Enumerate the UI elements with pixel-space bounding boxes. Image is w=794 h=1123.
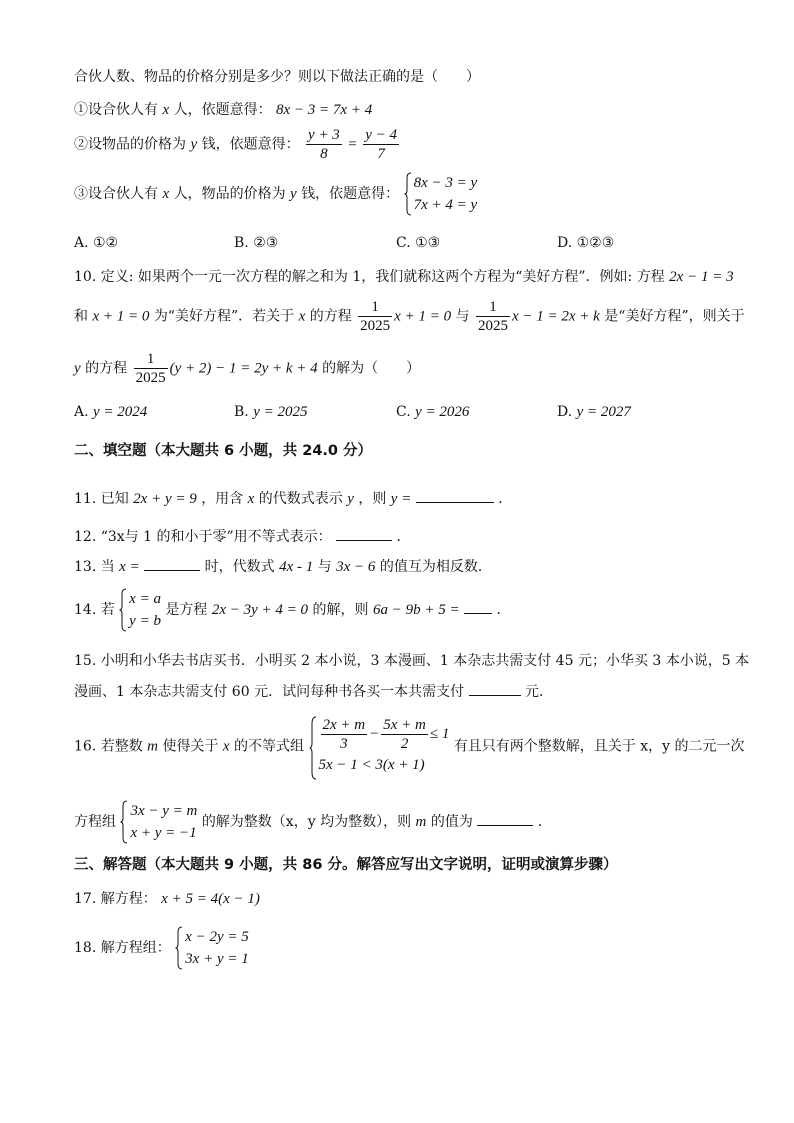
q16-var-m-2: m	[415, 814, 427, 830]
q16-text-d: 有且只有两个整数解，且关于 x，y 的二元一次	[453, 738, 745, 755]
q10-text-a: 和	[74, 308, 88, 325]
q15-line-2	[74, 681, 553, 701]
inequality-fraction-1	[321, 716, 368, 753]
q10-text-b: 为“美好方程”．若关于	[153, 308, 295, 325]
q12	[74, 526, 411, 546]
q10-fraction-2	[476, 298, 510, 335]
q9-option-1-mid: 人，依题意得：	[173, 102, 272, 118]
q11-var-x: x	[247, 491, 255, 507]
q14-text-b: 是方程	[165, 602, 208, 618]
q14-system	[119, 588, 161, 632]
q9-choice-a: A. ①②	[74, 235, 119, 251]
fraction-numerator: 1	[476, 298, 510, 317]
q9-option-2-var: y	[190, 136, 198, 153]
fraction-denominator: 2025	[360, 318, 391, 334]
q9-option-2	[74, 126, 401, 163]
q16-text-e: 方程组	[74, 814, 116, 830]
q10-text-d: 与	[455, 308, 470, 325]
q9-stem: 合伙人数、物品的价格分别是多少？则以下做法正确的是（ ）	[74, 69, 480, 85]
answer-blank	[416, 488, 494, 503]
q10-example-equation: 2x − 1 = 3	[669, 269, 734, 285]
q10-choice-c	[396, 404, 469, 421]
system-line-1: 8x − 3 = y	[413, 175, 478, 191]
q9-option-3-mid-2: 钱，依题意得：	[301, 186, 400, 202]
q16-equation-system	[120, 800, 197, 844]
q10-text-c: 的方程	[309, 308, 352, 325]
inequality-line-2: 5x − 1 < 3(x + 1)	[318, 757, 425, 773]
q10-equation-1: x + 1 = 0	[92, 308, 150, 325]
q10-line-3	[74, 350, 420, 387]
q11-end: ．	[498, 491, 513, 507]
q15-text-a: 漫画、1 本杂志共需支付 60 元．试问每种书各买一本共需支付	[74, 684, 465, 700]
q16-line-1	[74, 716, 745, 777]
q10-equation-4-tail: (y + 2) − 1 = 2y + k + 4	[169, 360, 318, 377]
system-line-2: y = b	[129, 613, 161, 629]
fraction-numerator: 2x + m	[322, 717, 366, 733]
answer-blank	[469, 681, 521, 696]
q9-option-2-mid: 钱，依题意得：	[201, 136, 300, 153]
fraction-numerator: 1	[134, 350, 168, 369]
q9-option-3	[74, 172, 477, 216]
q16-end: ．	[537, 814, 552, 830]
q10-equation-3-tail: x − 1 = 2x + k	[511, 308, 600, 325]
fraction-numerator: 1	[358, 298, 392, 317]
q9-option-2-right-fraction	[363, 126, 399, 163]
system-line-2: x + y = −1	[130, 825, 197, 841]
q16-text-c: 的不等式组	[234, 738, 305, 755]
choice-value: y = 2026	[415, 404, 470, 420]
le-one: ≤ 1	[429, 725, 450, 742]
q9-option-2-left-fraction	[306, 126, 342, 163]
choice-letter: C.	[396, 404, 411, 420]
q9-choice-c: C. ①③	[396, 235, 441, 251]
q10-choice-d	[557, 404, 631, 421]
q17-equation: x + 5 = 4(x − 1)	[161, 891, 260, 907]
q11-equation: 2x + y = 9	[133, 491, 197, 507]
q9-option-2-prefix: ②设物品的价格为	[74, 136, 186, 153]
choice-letter: B.	[234, 404, 249, 420]
q13-text-d: 的值互为相反数．	[379, 559, 492, 575]
q16-text-f: 的解为整数（x，y 均为整数），则	[201, 814, 412, 830]
left-brace-icon	[120, 800, 128, 844]
q15-text-b: 元．	[524, 684, 553, 700]
q9-option-1-prefix: ①设合伙人有	[74, 102, 158, 118]
q17	[74, 888, 260, 908]
answer-blank	[336, 526, 392, 541]
q16-var-m: m	[147, 738, 159, 755]
q10-line-2	[74, 298, 745, 335]
equals-sign: =	[348, 136, 357, 153]
left-brace-icon	[119, 588, 127, 632]
q10-fraction-3	[134, 350, 168, 387]
section-3-heading: 三、解答题（本大题共 9 小题，共 86 分。解答应写出文字说明，证明或演算步骤）	[74, 857, 618, 873]
left-brace-icon	[404, 172, 412, 216]
fraction-denominator: 8	[320, 146, 328, 162]
q16-text-g: 的值为	[430, 814, 473, 830]
q16-var-x: x	[222, 738, 230, 755]
q10-choice-a	[74, 404, 147, 421]
choice-letter: A.	[74, 404, 89, 420]
q13	[74, 556, 492, 576]
q9-choice-d: D. ①②③	[557, 235, 615, 251]
fraction-numerator: y + 3	[308, 127, 340, 143]
q13-text-a: 13. 当	[74, 559, 115, 575]
q17-text: 17. 解方程：	[74, 891, 157, 907]
choice-value: y = 2024	[93, 404, 148, 420]
system-line-2: 7x + 4 = y	[413, 197, 478, 213]
fraction-denominator: 2025	[135, 370, 166, 386]
q14-expression: 6a − 9b + 5 =	[372, 602, 460, 618]
q13-var-x: x =	[119, 559, 140, 575]
q14-end: ．	[496, 602, 511, 618]
q14-equation: 2x − 3y + 4 = 0	[211, 602, 309, 618]
fraction-numerator: y − 4	[365, 127, 397, 143]
q13-text-b: 时，代数式	[204, 559, 275, 575]
q11-text-b: ，用含	[201, 491, 244, 507]
left-brace-icon	[175, 926, 183, 970]
fraction-denominator: 3	[340, 736, 348, 752]
inequality-line-1	[319, 716, 450, 753]
q9-choice-b: B. ②③	[234, 235, 279, 251]
fraction-numerator: 5x + m	[383, 717, 426, 733]
section-2-heading: 二、填空题（本大题共 6 小题，共 24.0 分）	[74, 443, 373, 459]
q9-option-3-var-y: y	[290, 186, 297, 202]
inequality-fraction-2	[381, 716, 428, 753]
q11-text-c: 的代数式表示	[258, 491, 343, 507]
q9-option-3-mid-1: 人，物品的价格为	[173, 186, 286, 202]
q10-fraction-1	[358, 298, 392, 335]
answer-blank	[477, 811, 533, 826]
q9-option-3-system	[404, 172, 478, 216]
q14-text-c: 的解，则	[312, 602, 369, 618]
q13-expression-1: 4x - 1	[279, 559, 314, 575]
q18-system	[175, 926, 249, 970]
choice-value: y = 2025	[253, 404, 308, 420]
q10-var-x: x	[298, 308, 306, 325]
q18	[74, 926, 249, 970]
q12-end: ．	[396, 529, 411, 545]
q10-line-1	[74, 266, 734, 286]
q13-expression-2: 3x − 6	[336, 559, 376, 575]
q10-text-g: 的解为（ ）	[322, 360, 421, 377]
fraction-denominator: 7	[377, 146, 385, 162]
answer-blank	[464, 599, 492, 614]
q11-var-y-eq: y =	[390, 491, 412, 507]
q13-text-c: 与	[317, 559, 332, 575]
left-brace-icon	[309, 716, 317, 780]
q18-text: 18. 解方程组：	[74, 940, 171, 956]
q9-option-1	[74, 99, 372, 119]
q12-text: 12. “3x与 1 的和小于零”用不等式表示：	[74, 529, 332, 545]
choice-value: y = 2027	[576, 404, 631, 420]
q16-text-b: 使得关于	[162, 738, 219, 755]
q10-var-y: y	[74, 360, 81, 377]
q15-line-1: 15. 小明和小华去书店买书．小明买 2 本小说，3 本漫画、1 本杂志共需支付 45 元；小华买 3 本小说，5 本	[74, 653, 750, 669]
q11-var-y: y	[347, 491, 354, 507]
q10-equation-2-tail: x + 1 = 0	[394, 308, 452, 325]
fraction-denominator: 2025	[477, 318, 508, 334]
q10-choice-b	[234, 404, 307, 421]
q9-option-3-var-x: x	[162, 186, 170, 202]
q10-text-f: 的方程	[85, 360, 128, 377]
q14-text-a: 14. 若	[74, 602, 115, 618]
q9-option-1-equation: 8x − 3 = 7x + 4	[276, 102, 373, 118]
q11-text-d: ，则	[358, 491, 387, 507]
q9-option-1-var: x	[162, 102, 170, 118]
q16-line-2	[74, 800, 552, 844]
system-line-1: x = a	[129, 591, 161, 607]
system-line-1: x − 2y = 5	[185, 929, 249, 945]
q16-inequality-system	[309, 716, 450, 777]
system-line-1: 3x − y = m	[130, 803, 198, 819]
q10-line-1-text: 10. 定义: 如果两个一元一次方程的解之和为 1，我们就称这两个方程为“美好方程”．例如: 方程	[74, 269, 665, 285]
q14	[74, 588, 510, 632]
answer-blank	[144, 556, 200, 571]
system-line-2: 3x + y = 1	[185, 951, 249, 967]
q9-option-3-prefix: ③设合伙人有	[74, 186, 158, 202]
q11-text-a: 11. 已知	[74, 491, 129, 507]
q10-text-e: 是“美好方程”，则关于	[604, 308, 745, 325]
fraction-denominator: 2	[400, 736, 409, 752]
q11	[74, 488, 512, 508]
minus-sign: −	[369, 725, 380, 742]
q16-text-a: 16. 若整数	[74, 738, 143, 755]
choice-letter: D.	[557, 404, 573, 420]
